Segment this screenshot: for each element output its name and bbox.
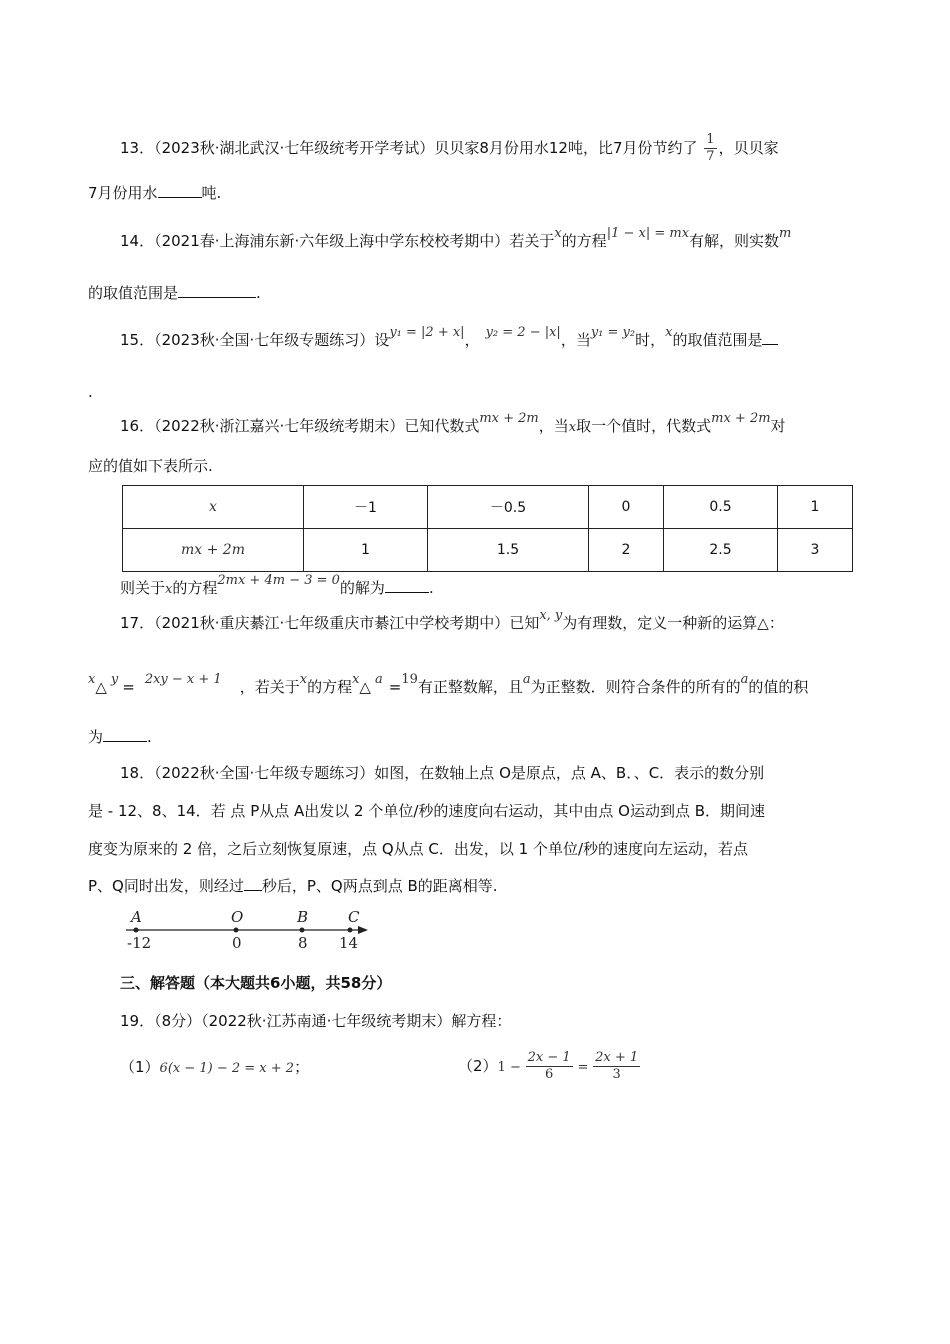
q13-text: 贝贝家8月份用水12吨，比7月份节约了 (434, 139, 698, 157)
fraction-numerator: 1 (706, 132, 715, 147)
q17-text-8: 为 (88, 728, 104, 746)
table-cell: －0.5 (428, 486, 589, 529)
var-a: a (740, 672, 749, 687)
var-x: x (665, 325, 673, 340)
q13-fraction (704, 132, 716, 165)
q17-line3 (88, 727, 152, 747)
q18-text-2: 是 - 12、8、14．若 点 P从点 A出发以 2 个单位/秒的速度向右运动，其中由点 O运动到点 B．期间速 (88, 802, 766, 820)
q15-line1 (120, 325, 778, 352)
q18-line1 (120, 763, 764, 783)
table-cell: 1 (304, 529, 428, 572)
q15-eq-equal: y₁ = y₂ (590, 325, 636, 340)
table-cell: －1 (304, 486, 428, 529)
q16-text-5: 应的值如下表所示. (88, 457, 213, 475)
q18-text-4b: 秒后，P、Q两点到点 B的距离相等. (261, 877, 498, 895)
point-o-dot (234, 928, 239, 933)
q19-part2-label: （2） (458, 1057, 498, 1075)
q15-period: . (88, 383, 93, 401)
q19-text: （8分）（2022秋·江苏南通·七年级统考期末）解方程： (154, 1012, 512, 1030)
q14-equation: |1 − x| = mx (606, 226, 690, 241)
fraction-numerator: 2x − 1 (527, 1050, 571, 1065)
var-a: a (374, 672, 383, 687)
table-cell: 3 (778, 529, 853, 572)
var-x: x (88, 672, 96, 687)
q19-part1-end: ； (294, 1058, 310, 1076)
arrow-right-icon (358, 926, 368, 934)
var-y: y (110, 672, 119, 687)
q13-text-3: 7月份用水 (88, 184, 158, 202)
var-x: x (299, 672, 308, 687)
q13-text-4: 吨. (201, 184, 222, 202)
table-header-x: x (123, 486, 304, 529)
q17-text-3: ，若关于 (239, 678, 300, 696)
q14-text: 若关于 (509, 232, 555, 250)
q17-text-5: 有正整数解，且 (417, 678, 523, 696)
q17-text-4: 的方程 (307, 678, 353, 696)
triangle-op: △ (95, 678, 107, 696)
equals-sign: = (577, 1060, 589, 1075)
q18-number: 18． (120, 764, 155, 782)
q17-text: 已知 (509, 614, 540, 632)
q17-vars: x, y (539, 608, 563, 623)
q13-line2 (88, 183, 221, 203)
var-a: a (522, 672, 531, 687)
q16-text: 已知代数式 (404, 417, 480, 435)
q17-text-6: 为正整数．则符合条件的所有的 (530, 678, 741, 696)
q18-line4 (88, 876, 498, 896)
q13-source: （2023秋·湖北武汉·七年级统考开学考试） (154, 139, 435, 157)
section-3-title: 三、解答题（本大题共6小题，共58分） (120, 974, 392, 992)
var-x: x (554, 226, 562, 241)
q15-text-3: ，当 (560, 331, 591, 349)
triangle-op: △ (359, 678, 371, 696)
fraction-numerator: 2x + 1 (595, 1050, 639, 1065)
table-cell: 1.5 (428, 529, 589, 572)
q14-source: （2021春·上海浦东新·六年级上海中学东校校考期中） (154, 232, 510, 250)
q17-line1 (120, 608, 784, 635)
q16-source: （2022秋·浙江嘉兴·七年级统考期末） (154, 417, 405, 435)
q14-text-4: 的取值范围是 (88, 284, 179, 302)
q19-part2-lhs: 1 − (497, 1060, 521, 1075)
q15-source: （2023秋·全国·七年级专题练习） (154, 331, 375, 349)
q14-text-3: 有解，则实数 (689, 232, 780, 250)
q19-part1-equation: 6(x − 1) − 2 = x + 2 (159, 1061, 295, 1076)
q16-text-4: 对 (770, 417, 786, 435)
q17-definition: 2xy − x + 1 (144, 672, 222, 687)
q15-text-4: 时， (635, 331, 666, 349)
var-x: x (568, 420, 577, 435)
answer-blank (762, 330, 778, 345)
q14-line2 (88, 283, 261, 303)
var-x: x (352, 672, 360, 687)
q18-text-4a: P、Q同时出发，则经过 (88, 877, 244, 895)
q16-period: . (428, 579, 434, 597)
q15-text: 设 (374, 331, 390, 349)
point-c-value: 14 (339, 934, 359, 952)
q19-number: 19． (120, 1012, 155, 1030)
point-a-value: -12 (127, 934, 152, 952)
q15-text-5: 的取值范围是 (672, 331, 763, 349)
q17-period: . (147, 728, 152, 746)
q17-text-2: 为有理数，定义一种新的运算△： (562, 614, 784, 632)
answer-blank (385, 578, 429, 593)
q15-comma: ， (464, 331, 480, 349)
point-a-dot (134, 928, 139, 933)
answer-blank (103, 727, 147, 742)
point-c-dot (348, 928, 353, 933)
answer-blank (178, 283, 256, 298)
q14-text-2: 的方程 (561, 232, 607, 250)
q13-number: 13． (120, 139, 155, 157)
fraction-denominator: 6 (545, 1067, 554, 1082)
value-19: 19 (401, 672, 418, 687)
table-header-expr: mx + 2m (123, 529, 304, 572)
fraction-denominator: 7 (706, 149, 715, 164)
q16-number: 16． (120, 417, 155, 435)
q16-line1 (120, 411, 786, 438)
var-m: m (779, 226, 792, 241)
q16-line2 (88, 456, 213, 476)
q19-part1 (120, 1057, 309, 1079)
q18-text-1: （2022秋·全国·七年级专题练习）如图，在数轴上点 O是原点，点 A、B．、C．表示的数分别 (154, 764, 765, 782)
q19-fraction-2 (593, 1050, 640, 1083)
table-row (123, 486, 853, 529)
q13-text-2: ，贝贝家 (718, 139, 779, 157)
q14-number: 14． (120, 232, 155, 250)
table-cell: 0.5 (664, 486, 778, 529)
point-b-value: 8 (298, 934, 308, 952)
point-a-label: A (131, 908, 142, 926)
q17-source: （2021秋·重庆綦江·七年级重庆市綦江中学校考期中） (154, 614, 510, 632)
q17-line2 (88, 672, 809, 699)
q18-text-3: 度变为原来的 2 倍，之后立刻恢复原速，点 Q从点 C．出发，以 1 个单位/秒的速度向左运动，若点 (88, 840, 749, 858)
table-cell: 2 (589, 529, 664, 572)
q19-part2 (458, 1046, 640, 1088)
q13-line1 (120, 132, 779, 165)
point-o-value: 0 (232, 934, 242, 952)
equals-sign: = (388, 678, 402, 696)
q19-fraction-1 (526, 1050, 573, 1083)
table-cell: 1 (778, 486, 853, 529)
fraction-denominator: 3 (612, 1067, 621, 1082)
q19-line1 (120, 1011, 511, 1031)
answer-blank (244, 876, 262, 891)
point-b-label: B (297, 908, 309, 926)
q14-text-5: . (256, 284, 261, 302)
q16-line3 (120, 573, 434, 600)
q15-eq-y2: y₂ = 2 − |x| (485, 325, 561, 340)
q16-text-2: ，当 (538, 417, 569, 435)
var-x: x (165, 582, 173, 597)
q16-expression: mx + 2m (479, 411, 539, 426)
q17-text-7: 的值的积 (748, 678, 809, 696)
q16-text-3: 取一个值时，代数式 (576, 417, 712, 435)
q19-part1-label: （1） (120, 1058, 160, 1076)
equals-sign: = (122, 678, 135, 696)
answer-blank (158, 183, 202, 198)
q16-text-7: 的方程 (172, 579, 218, 597)
point-c-label: C (348, 908, 360, 926)
q15-eq-y1: y₁ = |2 + x| (389, 325, 465, 340)
q18-line3 (88, 839, 748, 859)
q16-text-6: 则关于 (120, 579, 166, 597)
q16-value-table (122, 485, 853, 572)
point-o-label: O (231, 908, 244, 926)
table-row (123, 529, 853, 572)
table-cell: 0 (589, 486, 664, 529)
q16-equation: 2mx + 4m − 3 = 0 (217, 573, 340, 588)
q17-number: 17． (120, 614, 155, 632)
q16-expression-2: mx + 2m (711, 411, 771, 426)
q15-line2 (88, 382, 93, 402)
number-line (122, 908, 372, 956)
q16-text-8: 的解为 (339, 579, 385, 597)
q15-number: 15． (120, 331, 155, 349)
q14-line1 (120, 226, 792, 253)
point-b-dot (300, 928, 305, 933)
q18-line2 (88, 801, 765, 821)
table-cell: 2.5 (664, 529, 778, 572)
